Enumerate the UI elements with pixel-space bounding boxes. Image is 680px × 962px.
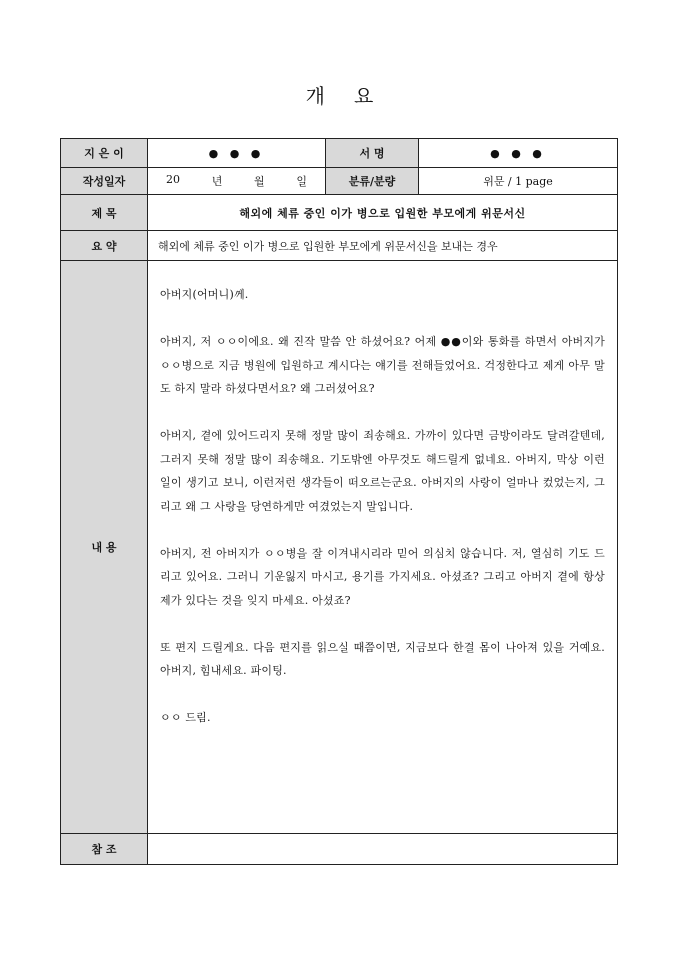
reference-value [148,834,618,865]
date-year-unit: 년 [211,175,223,188]
summary-row [61,231,618,261]
page-title [0,80,680,109]
signature-label: 서 명 [326,139,419,168]
content-label: 내 용 [61,261,148,834]
subject-value: 해외에 체류 중인 이가 병으로 입원한 부모에게 위문서신 [148,195,618,231]
category-value: 위문 / 1 page [419,168,618,195]
date-value [148,168,326,195]
letter-closing: ㅇㅇ 드림. [160,711,211,724]
date-day-unit: 일 [296,175,307,188]
reference-label: 참 조 [61,834,148,865]
letter-body [148,261,618,834]
signature-value: ● ● ● [419,139,618,168]
summary-label: 요 약 [61,231,148,261]
summary-value: 해외에 체류 중인 이가 병으로 입원한 부모에게 위문서신을 보내는 경우 [148,231,618,261]
author-label: 지 은 이 [61,139,148,168]
content-row [61,261,618,834]
letter-paragraph-2: 아버지, 곁에 있어드리지 못해 정말 많이 죄송해요. 가까이 있다면 금방이라도 달려갈텐데, 그러지 못해 정말 많이 죄송해요. 기도밖엔 아무것도 해드릴게 없네요. 아버지, 막상 이런 일이 생기고 보니, 이런저런 생각들이 떠오르는군요. 아버지의 사랑이 얼마나 컸었는지, 그리고 왜 그 사랑을 당연하게만 여겼었는지 말입니다. [160,429,605,513]
letter-paragraph-1: 아버지, 저 ㅇㅇ이에요. 왜 진작 말씀 안 하셨어요? 어제 ●●이와 통화를 하면서 아버지가 ㅇㅇ병으로 지금 병원에 입원하고 계시다는 얘기를 전해들었어요. 걱정한다고 제게 아무 말도 하지 말라 하셨다면서요? 왜 그러셨어요? [160,335,605,395]
date-row [61,168,618,195]
author-row [61,139,618,168]
subject-row [61,195,618,231]
date-month-unit: 월 [254,175,265,188]
subject-label: 제 목 [61,195,148,231]
letter-paragraph-4: 또 편지 드릴게요. 다음 편지를 읽으실 때쯤이면, 지금보다 한결 몸이 나아져 있을 거예요. 아버지, 힘내세요. 파이팅. [160,640,605,677]
author-value: ● ● ● [148,139,326,168]
document-table [60,138,618,865]
page-title-left: 개 [305,84,326,108]
date-year: 20 [166,173,180,186]
page-title-right: 요 [354,84,375,108]
letter-greeting: 아버지(어머니)께. [160,288,249,301]
letter-paragraph-3: 아버지, 전 아버지가 ㅇㅇ병을 잘 이겨내시리라 믿어 의심치 않습니다. 저, 열심히 기도 드리고 있어요. 그러니 기운잃지 마시고, 용기를 가지세요. 아셨죠? 그리고 아버지 곁에 항상 제가 있다는 것을 잊지 마세요. 아셨죠? [160,546,605,607]
date-label: 작성일자 [61,168,148,195]
category-label: 분류/분량 [326,168,419,195]
reference-row [61,834,618,865]
